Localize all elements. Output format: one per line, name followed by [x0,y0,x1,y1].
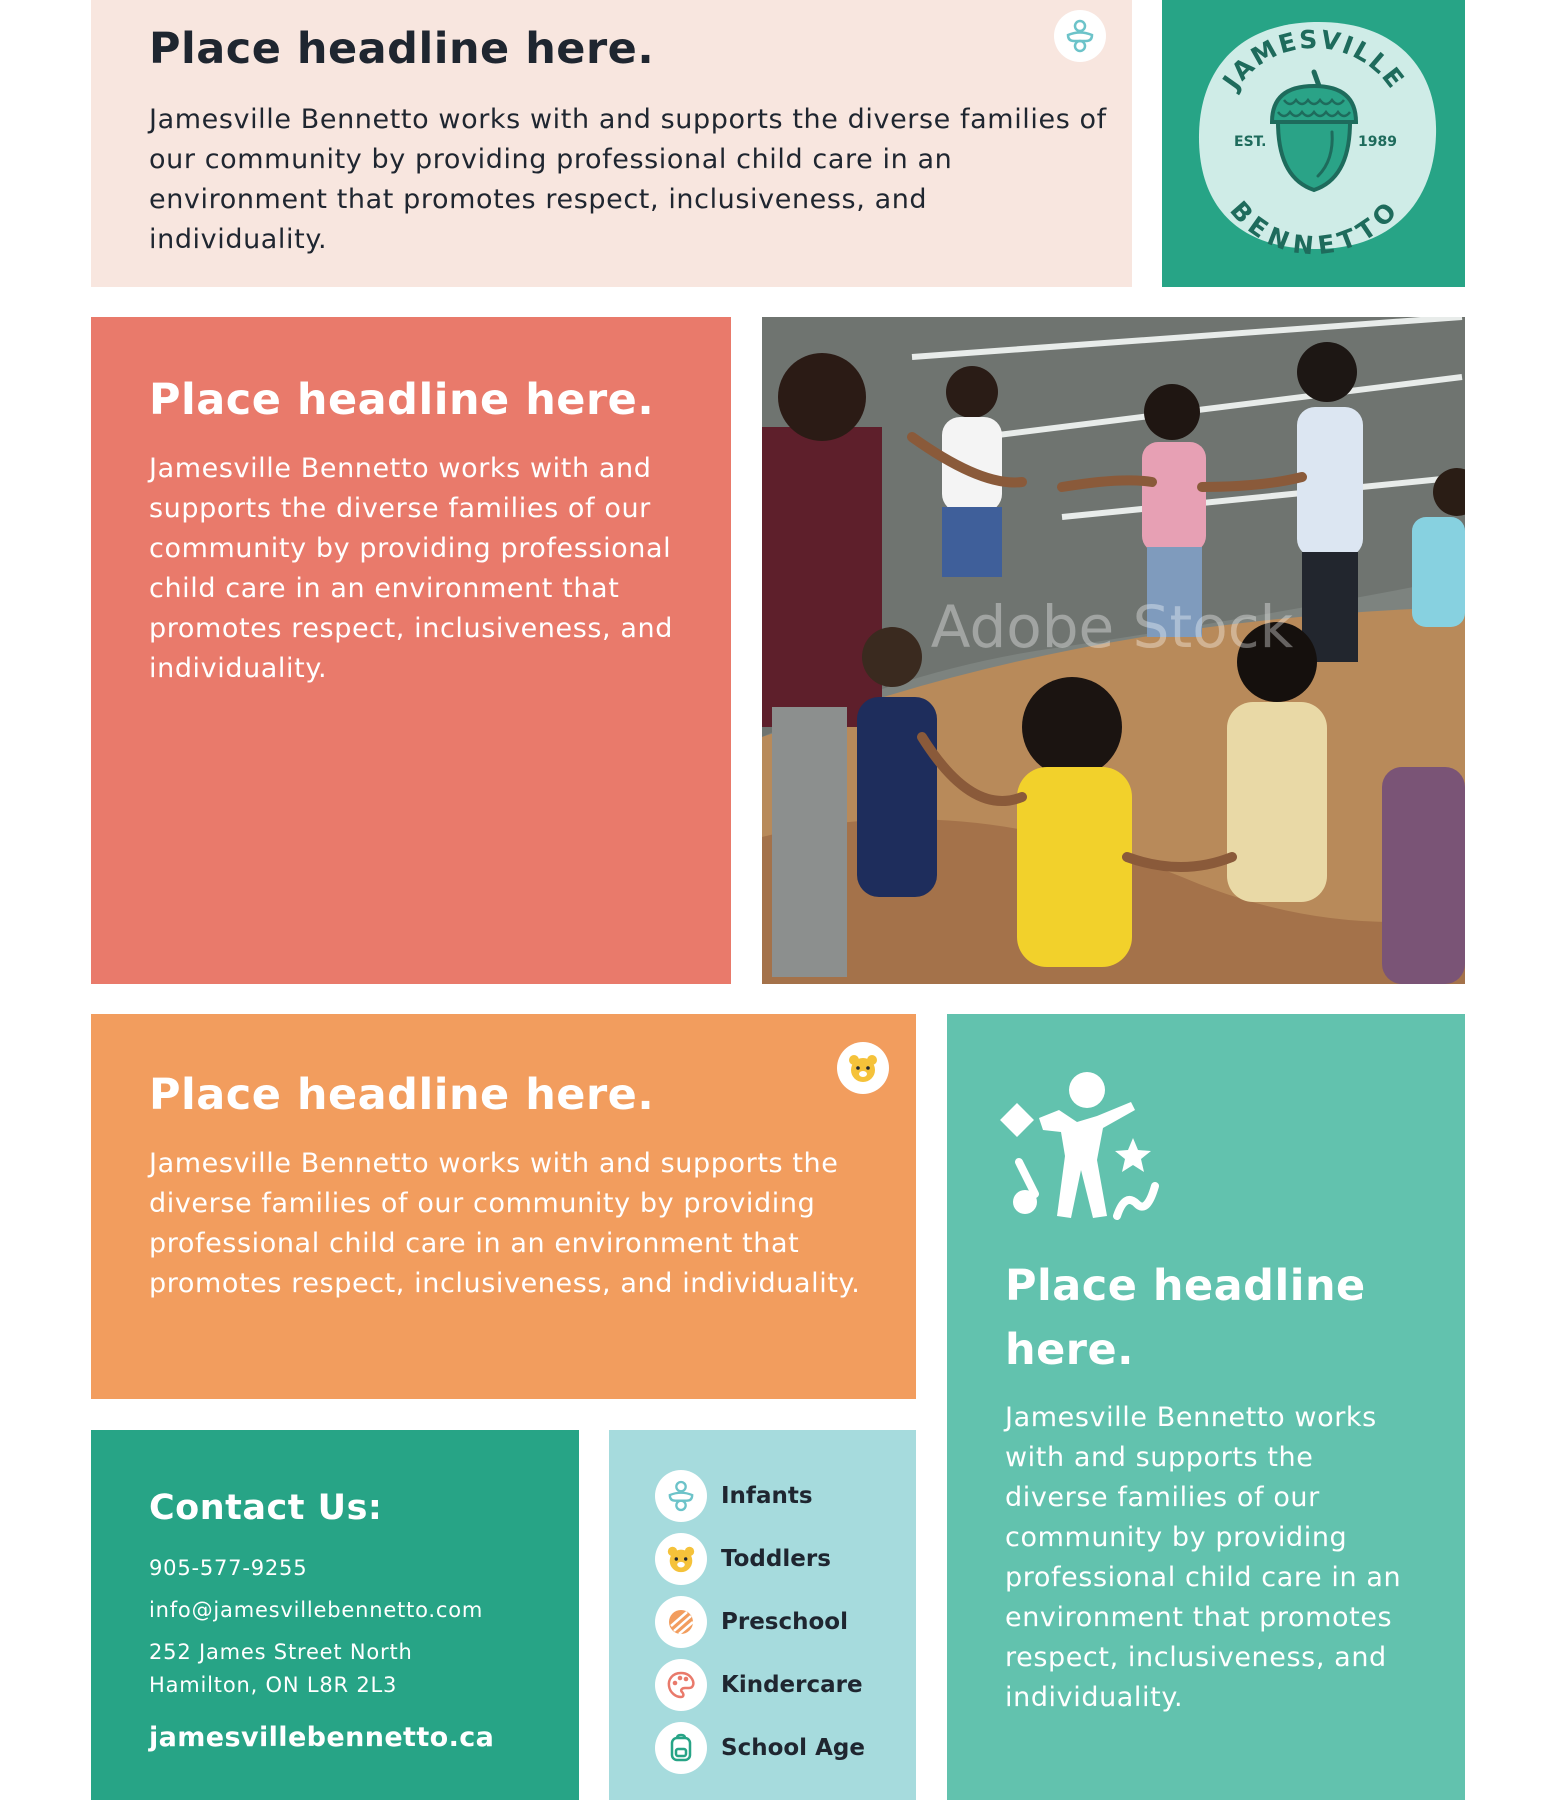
dancing-child-icon [999,1066,1159,1226]
teal-body: Jamesville Bennetto works with and supports the diverse families of our community by providing professional child care in an environment that promotes respect, inclusiveness, and individuality. [1005,1402,1402,1713]
contact-website[interactable]: jamesvillebennetto.ca [149,1722,495,1753]
logo-est-label: EST. [1234,134,1267,150]
logo-panel [1162,0,1465,287]
program-label: School Age [721,1735,865,1761]
contact-address-line1: 252 James Street North [149,1640,413,1664]
programs-panel [609,1430,916,1800]
palette-icon [655,1659,707,1711]
logo-year: 1989 [1358,134,1397,150]
program-item-infants [655,1468,813,1524]
program-item-school-age [655,1720,865,1776]
intro-panel [91,0,1132,287]
program-label: Toddlers [721,1546,831,1572]
contact-address-line2: Hamilton, ON L8R 2L3 [149,1673,398,1697]
bear-icon [837,1042,889,1094]
logo-name-top: JAMESVILLE [1217,24,1411,95]
teal-headline: Place headline here. [1005,1261,1366,1375]
program-label: Infants [721,1483,813,1509]
program-label: Kindercare [721,1672,863,1698]
bear-icon [655,1533,707,1585]
coral-body: Jamesville Bennetto works with and supports the diverse families of our community by providing professional child care in an environment that promotes respect, inclusiveness, and individuality. [149,453,674,684]
orange-panel [91,1014,916,1399]
contact-title: Contact Us: [149,1488,383,1528]
program-item-toddlers [655,1531,831,1587]
program-item-kindercare [655,1657,863,1713]
intro-body: Jamesville Bennetto works with and supports the diverse families of our community by providing professional child care in an environment that promotes respect, inclusiveness, and individuality. [149,104,1107,255]
pacifier-icon [1054,10,1106,62]
backpack-icon [655,1722,707,1774]
orange-body: Jamesville Bennetto works with and supports the diverse families of our community by providing professional child care in an environment that promotes respect, inclusiveness, and individuality. [149,1148,861,1299]
intro-headline: Place headline here. [149,24,655,74]
teal-panel [947,1014,1465,1800]
photo-watermark: Adobe Stock [930,593,1294,661]
logo-name-bottom: BENNETTO [1224,195,1404,261]
children-photo [762,317,1465,984]
orange-headline: Place headline here. [149,1070,655,1120]
program-item-preschool [655,1594,848,1650]
contact-phone[interactable]: 905-577-9255 [149,1556,308,1580]
program-label: Preschool [721,1609,848,1635]
ball-icon [655,1596,707,1648]
pacifier-icon [655,1470,707,1522]
coral-panel [91,317,731,984]
contact-email[interactable]: info@jamesvillebennetto.com [149,1598,484,1622]
contact-panel [91,1430,579,1800]
acorn-logo [1162,0,1465,287]
coral-headline: Place headline here. [149,375,655,425]
